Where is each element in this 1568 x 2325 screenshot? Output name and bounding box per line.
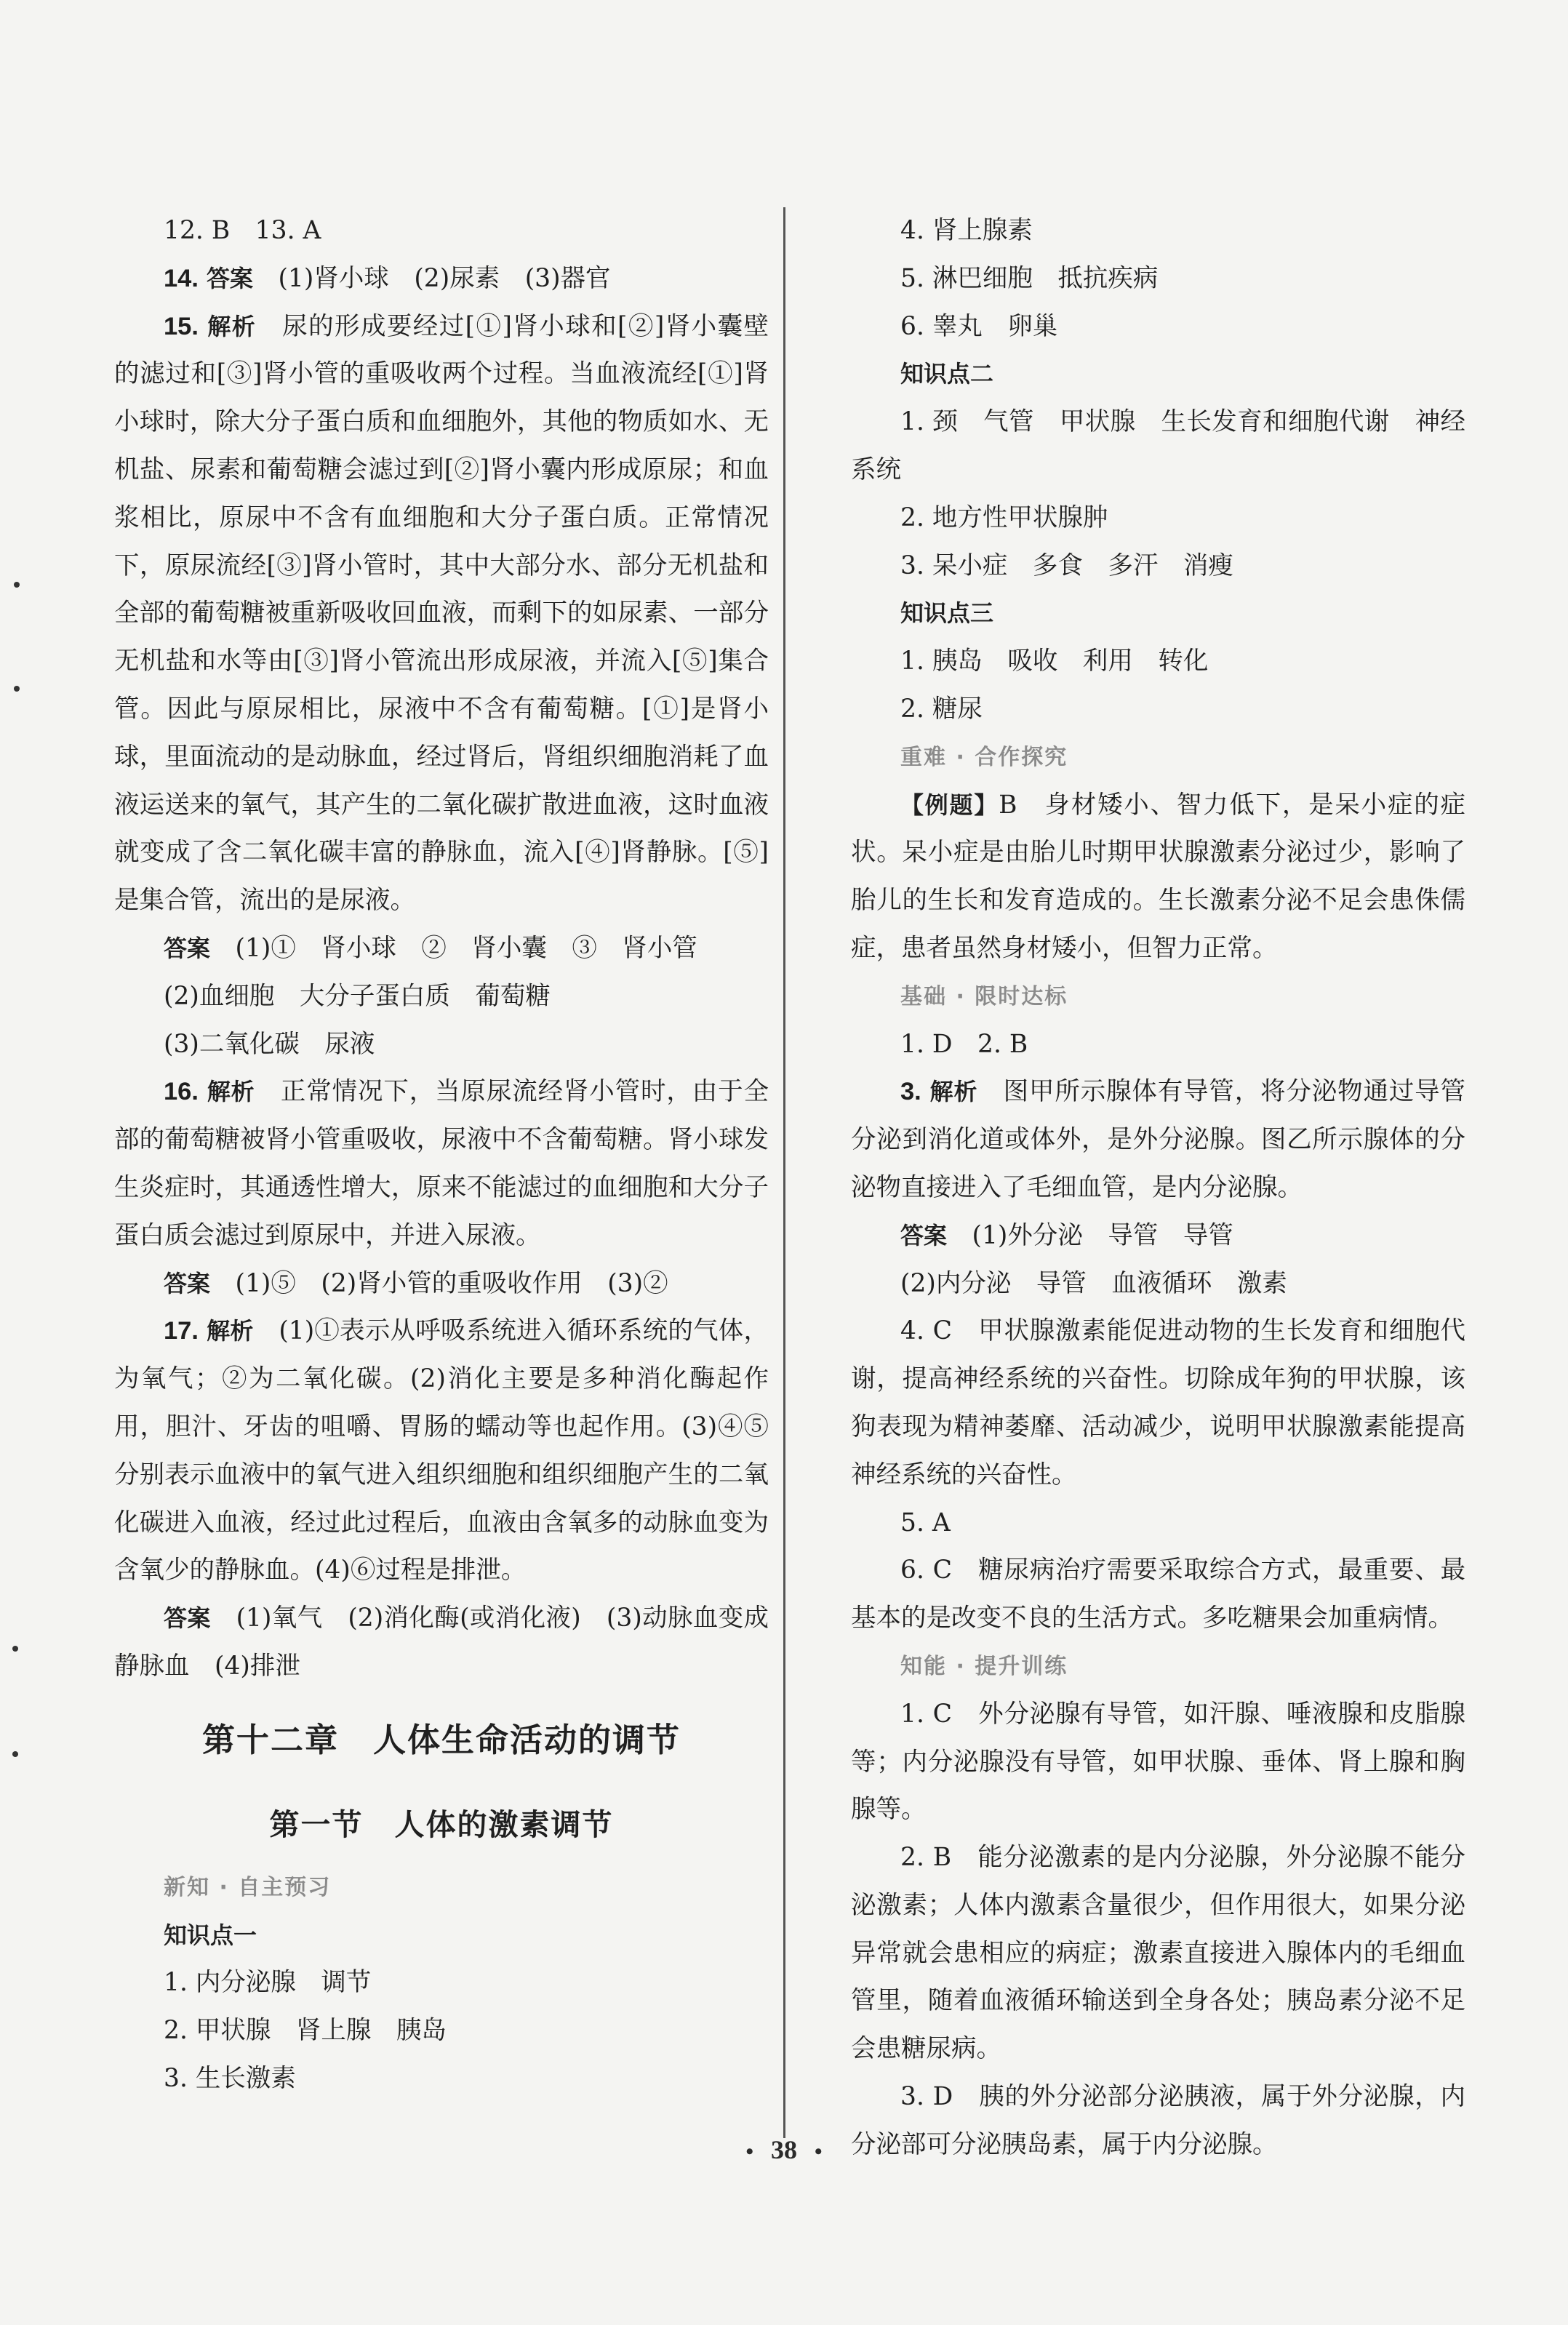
answer-line: 3. D 胰的外分泌部分泌胰液，属于外分泌腺，内分泌部可分泌胰岛素，属于内分泌腺。 [851, 2082, 1465, 2159]
answer-paragraph [114, 1308, 769, 1595]
answer-line: (3)二氧化碳 尿液 [164, 1029, 375, 1059]
answer-line: 2. 糖尿 [900, 694, 983, 724]
section-banner: 重难 · 合作探究 [900, 744, 1068, 770]
answer-paragraph [114, 303, 769, 925]
label-answer: 答案 [164, 1604, 211, 1633]
answer-paragraph [851, 1212, 1465, 1260]
answer-line: 4. C 甲状腺激素能促进动物的生长发育和细胞代谢，提高神经系统的兴奋性。切除成年狗的甲状腺，该狗表现为精神萎靡、活动减少，说明甲状腺激素能提高神经系统的兴奋性。 [851, 1316, 1465, 1489]
answer-line: 3. 呆小症 多食 多汗 消瘦 [900, 551, 1233, 580]
column-divider [783, 207, 785, 2138]
knowledge-point-heading: 知识点一 [164, 1921, 257, 1949]
footer-dot: • [815, 2140, 823, 2164]
margin-mark [12, 1751, 18, 1757]
question-number: 3. [900, 1078, 921, 1106]
answer-line: 4. 肾上腺素 [900, 216, 1033, 245]
answer-line: (2)内分泌 导管 血液循环 激素 [900, 1268, 1287, 1298]
answer-line: 2. 地方性甲状腺肿 [900, 503, 1108, 532]
margin-mark [14, 686, 20, 692]
answer-paragraph [114, 925, 769, 973]
answer-line: (2)血细胞 大分子蛋白质 葡萄糖 [164, 981, 551, 1011]
example-paragraph [851, 782, 1465, 973]
chapter-title: 第十二章 人体生命活动的调节 [201, 1720, 681, 1759]
answer-line: 1. 内分泌腺 调节 [164, 1968, 372, 1998]
page-number: 38 [771, 2135, 797, 2164]
question-number: 15. [164, 312, 199, 340]
question-number: 17. [164, 1317, 199, 1345]
knowledge-point-heading: 知识点三 [900, 599, 994, 628]
label-analysis: 解析 [929, 1078, 978, 1106]
answer-line: 5. 淋巴细胞 抵抗疾病 [900, 263, 1159, 293]
paragraph-text: (1)①表示从呼吸系统进入循环系统的气体，为氧气；②为二氧化碳。(2)消化主要是多种消化酶起作用，胆汁、牙齿的咀嚼、胃肠的蠕动等也起作用。(3)④⑤分别表示血液中的氧气进入组织细胞和组织细胞产生的二氧化碳进入血液，经过此过程后，血液由含氧多的动脉血变为含氧少的静脉血。(4)⑥过程是排泄。 [114, 1316, 769, 1585]
paragraph-text: (1)① 肾小球 ② 肾小囊 ③ 肾小管 [235, 933, 697, 963]
paragraph-text: (1)氧气 (2)消化酶(或消化液) (3)动脉血变成静脉血 (4)排泄 [114, 1604, 769, 1681]
paragraph-text: (1)⑤ (2)肾小管的重吸收作用 (3)② [235, 1268, 668, 1298]
answer-line: 2. B 能分泌激素的是内分泌腺，外分泌腺不能分泌激素；人体内激素含量很少，但作用很大，如果分泌异常就会患相应的病症；激素直接进入腺体内的毛细血管里，随着血液循环输送到全身各处；胰岛素分泌不足会患糖尿病。 [851, 1843, 1465, 2064]
margin-mark [12, 1646, 18, 1652]
answer-paragraph [114, 1260, 769, 1308]
answer-paragraph [114, 1595, 769, 1691]
label-analysis: 解析 [207, 312, 257, 340]
paragraph-text: B 身材矮小、智力低下，是呆小症的症状。呆小症是由胎儿时期甲状腺激素分泌过少，影响了胎儿的生长和发育造成的。生长激素分泌不足会患侏儒症，患者虽然身材矮小，但智力正常。 [851, 790, 1465, 963]
paragraph-text: (1)肾小球 (2)尿素 (3)器官 [278, 263, 611, 293]
answer-line: 3. 生长激素 [164, 2063, 296, 2093]
margin-mark [14, 582, 20, 588]
paragraph-text: 正常情况下，当原尿流经肾小管时，由于全部的葡萄糖被肾小管重吸收，尿液中不含葡萄糖。肾小球发生炎症时，其通透性增大，原来不能滤过的血细胞和大分子蛋白质会滤过到原尿中，并进入尿液。 [114, 1077, 769, 1250]
label-answer: 答案 [206, 264, 253, 292]
paragraph-text: 图甲所示腺体有导管，将分泌物通过导管分泌到消化道或体外，是外分泌腺。图乙所示腺体的分泌物直接进入了毛细血管，是内分泌腺。 [851, 1077, 1466, 1202]
answer-line: 2. 甲状腺 肾上腺 胰岛 [164, 2016, 447, 2046]
answer-line: 1. 颈 气管 甲状腺 生长发育和细胞代谢 神经系统 [851, 407, 1465, 484]
label-answer: 答案 [900, 1221, 948, 1249]
answer-paragraph [114, 255, 769, 303]
question-number: 16. [164, 1078, 199, 1106]
answer-line: 5. A [900, 1508, 951, 1537]
label-analysis: 解析 [207, 1078, 255, 1106]
label-example: 【例题】 [900, 791, 999, 819]
answer-paragraph [851, 1068, 1465, 1212]
question-number: 14. [164, 264, 199, 292]
knowledge-point-heading: 知识点二 [900, 360, 994, 388]
answer-paragraph [114, 1068, 769, 1260]
label-answer: 答案 [164, 934, 211, 962]
label-answer: 答案 [164, 1269, 211, 1297]
answer-line: 1. 胰岛 吸收 利用 转化 [900, 647, 1209, 676]
page-footer [0, 2134, 1568, 2165]
answer-line: 1. D 2. B [900, 1029, 1028, 1059]
footer-dot: • [745, 2140, 753, 2164]
paragraph-text: 尿的形成要经过[①]肾小球和[②]肾小囊壁的滤过和[③]肾小管的重吸收两个过程。当血液流经[①]肾小球时，除大分子蛋白质和血细胞外，其他的物质如水、无机盐、尿素和葡萄糖会滤过到[②]肾小囊内形成原尿；和血浆相比，原尿中不含有血细胞和大分子蛋白质。正常情况下，原尿流经[③]肾小管时，其中大部分水、部分无机盐和全部的葡萄糖被重新吸收回血液，而剩下的如尿素、一部分无机盐和水等由[③]肾小管流出形成尿液，并流入[⑤]集合管。因此与原尿相比，尿液中不含有葡萄糖。[①]是肾小球，里面流动的是动脉血，经过肾后，肾组织细胞消耗了血液运送来的氧气，其产生的二氧化碳扩散进血液，这时血液就变成了含二氧化碳丰富的静脉血，流入[④]肾静脉。[⑤]是集合管，流出的是尿液。 [114, 311, 769, 916]
answer-line: 12. B 13. A [164, 216, 321, 245]
right-column [851, 207, 1465, 2169]
paragraph-text: (1)外分泌 导管 导管 [972, 1220, 1233, 1250]
section-banner: 知能 · 提升训练 [900, 1653, 1068, 1679]
answer-line: 1. C 外分泌腺有导管，如汗腺、唾液腺和皮脂腺等；内分泌腺没有导管，如甲状腺、垂体、肾上腺和胸腺等。 [851, 1699, 1465, 1825]
section-banner: 基础 · 限时达标 [900, 983, 1068, 1009]
section-banner: 新知 · 自主预习 [164, 1874, 332, 1900]
label-analysis: 解析 [207, 1317, 254, 1345]
left-column [114, 207, 769, 2103]
section-title: 第一节 人体的激素调节 [269, 1806, 614, 1842]
answer-line: 6. 睾丸 卵巢 [900, 311, 1058, 341]
answer-line: 6. C 糖尿病治疗需要采取综合方式，最重要、最基本的是改变不良的生活方式。多吃糖果会加重病情。 [851, 1556, 1465, 1633]
